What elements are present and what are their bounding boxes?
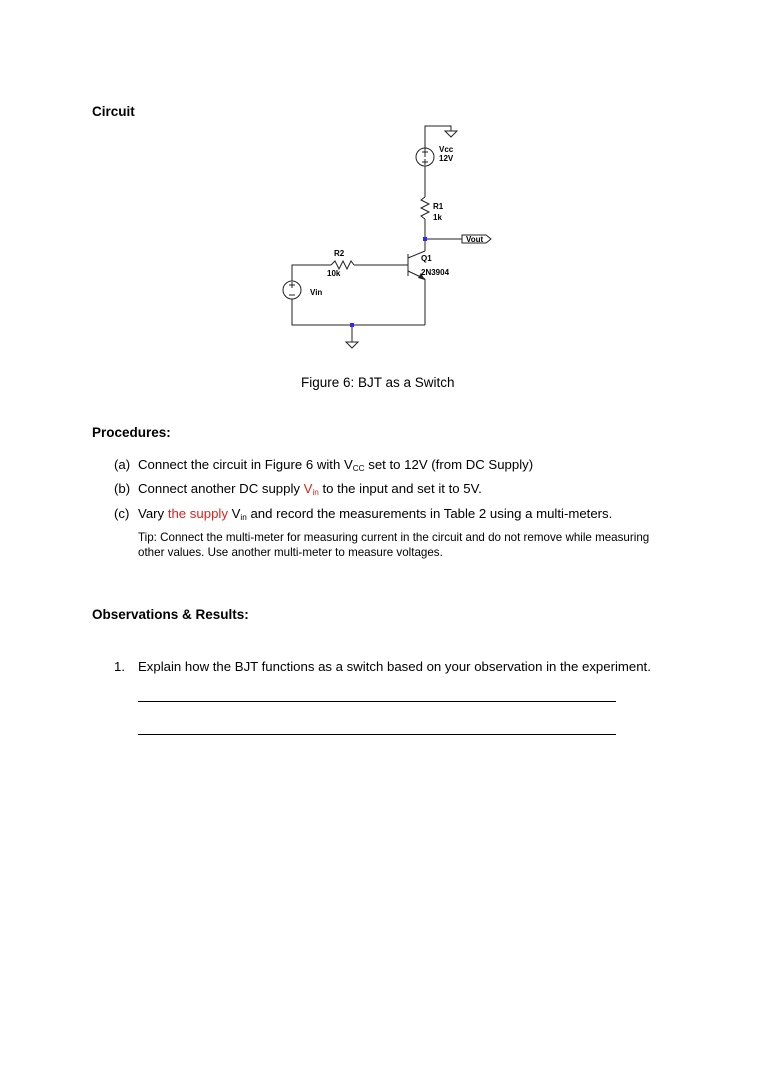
vcc-ground-symbol xyxy=(445,131,457,137)
r2-label: R2 xyxy=(334,249,345,258)
answer-line-2[interactable] xyxy=(138,734,616,735)
tip-note: Tip: Connect the multi-meter for measuring current in the circuit and do not remove while measuring other values. Use another multi-meter to measure voltages. xyxy=(138,531,650,559)
r1-value: 1k xyxy=(433,213,442,222)
answer-line-1[interactable] xyxy=(138,701,616,702)
question-text: Explain how the BJT functions as a switch based on your observation in the experiment. xyxy=(138,659,651,674)
vcc-label: Vcc xyxy=(439,145,454,154)
r1-label: R1 xyxy=(433,202,444,211)
r2-value: 10k xyxy=(327,269,341,278)
procedure-item-label: (c) xyxy=(114,506,130,521)
procedures-heading: Procedures: xyxy=(92,425,171,440)
r2-resistor-symbol xyxy=(331,261,354,269)
vout-junction-dot xyxy=(423,237,427,241)
bottom-ground-symbol xyxy=(346,342,358,348)
question-number: 1. xyxy=(114,659,125,674)
circuit-heading: Circuit xyxy=(92,104,135,119)
bjt-switch-schematic xyxy=(270,118,510,358)
q1-part-number: 2N3904 xyxy=(421,268,450,277)
observations-heading: Observations & Results: xyxy=(92,607,249,622)
ground-junction-dot xyxy=(350,323,354,327)
vcc-value: 12V xyxy=(439,154,454,163)
figure-caption: Figure 6: BJT as a Switch xyxy=(301,375,455,390)
vin-label: Vin xyxy=(310,288,323,297)
r1-resistor-symbol xyxy=(421,197,429,219)
procedure-item-label: (a) xyxy=(114,457,131,472)
vout-label: Vout xyxy=(466,235,484,244)
procedure-item-label: (b) xyxy=(114,481,131,496)
q1-label: Q1 xyxy=(421,254,432,263)
